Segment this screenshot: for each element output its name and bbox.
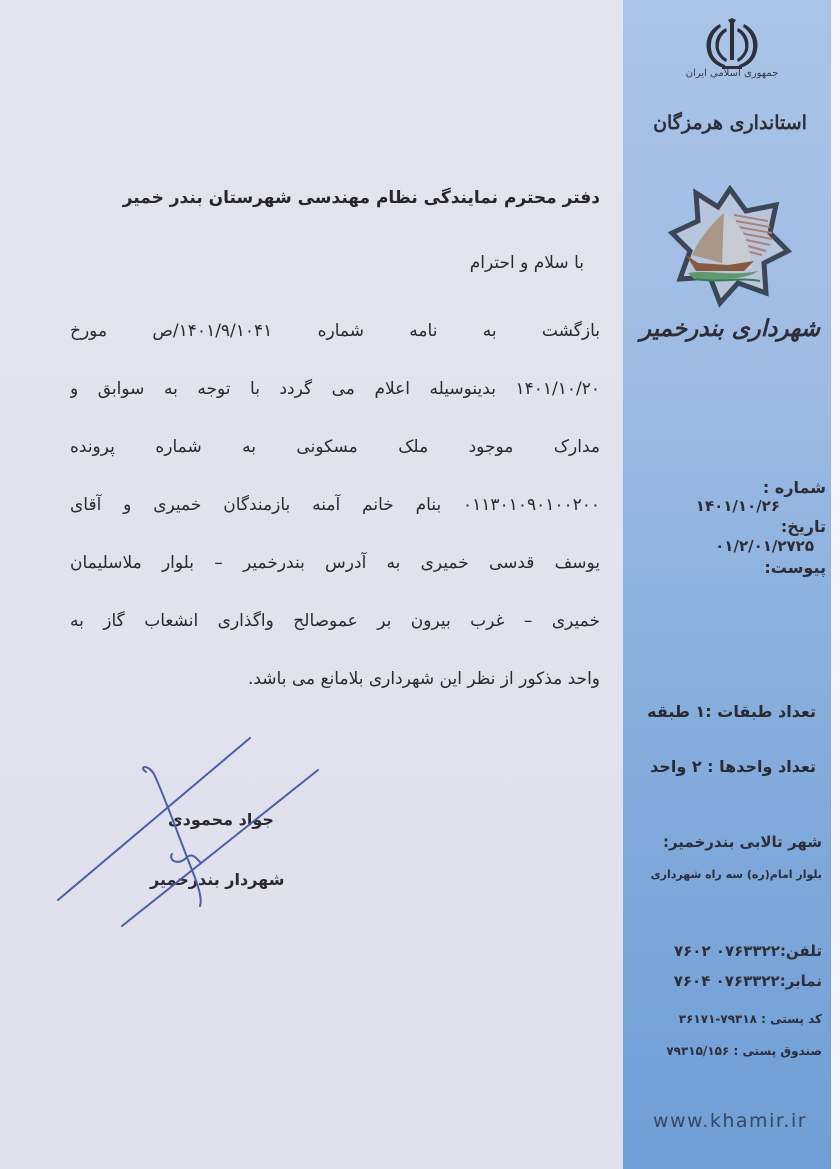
- phone: تلفن:۰۷۶۳۳۲۲ ۷۶۰۲: [673, 942, 822, 960]
- postal-code: کد پستی : ۷۹۳۱۸-۳۶۱۷۱: [678, 1012, 822, 1026]
- body-line: واحد مذکور از نظر این شهرداری بلامانع می باشد.: [247, 669, 600, 689]
- body-line: خمیری – غرب بیرون بر عموصالح واگذاری انشعاب گاز به: [70, 611, 600, 631]
- attachment-label: پیوست:: [764, 558, 826, 577]
- republic-text: جمهوری اسلامی ایران: [685, 68, 779, 79]
- number-label: شماره :: [762, 478, 826, 497]
- website-link[interactable]: www.khamir.ir: [652, 1110, 808, 1132]
- number-value: ۱۴۰۱/۱۰/۲۶: [695, 497, 780, 515]
- letter-body: [70, 302, 600, 708]
- body-line: ۱۴۰۱/۱۰/۲۰ بدینوسیله اعلام می گردد با توجه به سوابق و: [70, 379, 600, 399]
- body-line: بازگشت به نامه شماره ۱۴۰۱/۹/۱۰۴۱/ص مورخ: [70, 321, 600, 341]
- body-line: مدارک موجود ملک مسکونی به شماره پرونده: [70, 437, 600, 457]
- date-label: تاریخ:: [780, 517, 826, 536]
- address: بلوار امام(ره) سه راه شهرداری: [650, 868, 822, 881]
- signatory-title: شهردار بندرخمیر: [150, 870, 285, 889]
- letterhead-band: [623, 0, 831, 1169]
- recipient-heading: دفتر محترم نمایندگی نظام مهندسی شهرستان بندر خمیر: [122, 188, 600, 208]
- body-line: یوسف قدسی خمیری به آدرس بندرخمیر – بلوار ملاسلیمان: [70, 553, 600, 573]
- page-edge: [831, 0, 840, 1169]
- date-value: ۰۱/۲/۰۱/۲۷۲۵: [715, 537, 814, 555]
- body-line: ۰۱۱۳۰۱۰۹۰۱۰۰۲۰۰ بنام خانم آمنه بازمندگان خمیری و آقای: [70, 495, 600, 515]
- municipality-name: شهرداری بندرخمیر: [640, 315, 820, 342]
- fax: نمابر:۰۷۶۳۳۲۲ ۷۶۰۴: [673, 972, 822, 990]
- city-label: شهر تالابی بندرخمیر:: [662, 833, 822, 851]
- po-box: صندوق پستی : ۷۹۳۱۵/۱۵۶: [666, 1044, 822, 1058]
- floors-count: تعداد طبقات :۱ طبقه: [647, 702, 816, 721]
- signatory-name: جواد محمودی: [168, 810, 274, 829]
- governorate-title: استانداری هرمزگان: [653, 112, 807, 134]
- municipality-logo-icon: [668, 185, 792, 309]
- units-count: تعداد واحدها : ۲ واحد: [650, 757, 816, 776]
- greeting: با سلام و احترام: [469, 253, 584, 273]
